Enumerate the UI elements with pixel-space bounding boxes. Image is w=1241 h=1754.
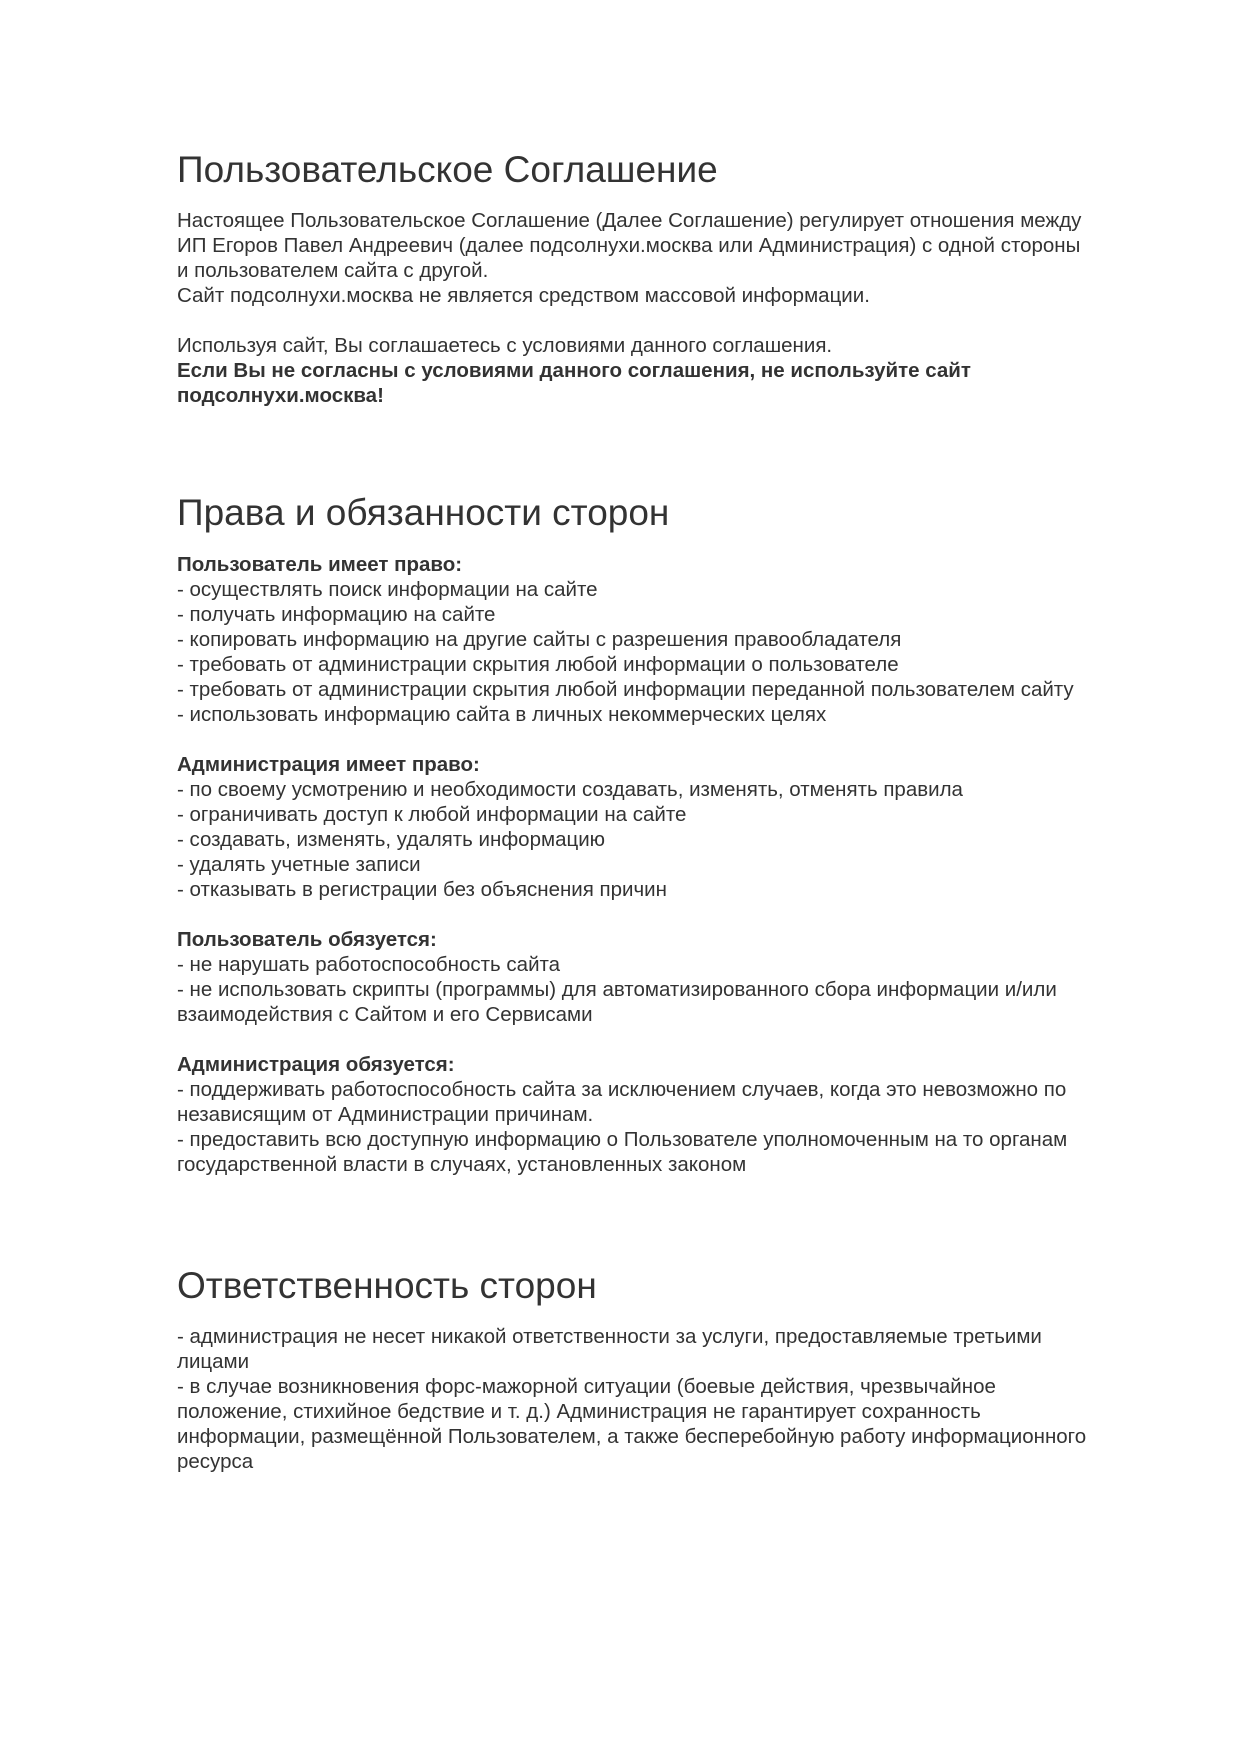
list-item: - в случае возникновения форс-мажорной ситуации (боевые действия, чрезвычайное bbox=[177, 1375, 996, 1398]
intro-line: Настоящее Пользовательское Соглашение (Далее Соглашение) регулирует отношения между bbox=[177, 209, 1082, 232]
admin-obligations-heading: Администрация обязуется: bbox=[177, 1053, 455, 1076]
list-item: - поддерживать работоспособность сайта за исключением случаев, когда это невозможно по bbox=[177, 1078, 1067, 1101]
warning-line: Если Вы не согласны с условиями данного соглашения, не используйте сайт bbox=[177, 359, 971, 382]
list-item: - отказывать в регистрации без объяснения причин bbox=[177, 878, 667, 901]
list-item: информации, размещённой Пользователем, а также бесперебойную работу информационного bbox=[177, 1425, 1087, 1448]
intro-line: и пользователем сайта с другой. bbox=[177, 259, 489, 282]
list-item: - удалять учетные записи bbox=[177, 853, 421, 876]
list-item: - не использовать скрипты (программы) для автоматизированного сбора информации и/или bbox=[177, 978, 1057, 1001]
rights-title: Права и обязанности сторон bbox=[177, 492, 670, 533]
admin-rights-list bbox=[177, 752, 1172, 902]
usage-line: Используя сайт, Вы соглашаетесь с условиями данного соглашения. bbox=[177, 334, 833, 357]
list-item: положение, стихийное бедствие и т. д.) Администрация не гарантирует сохранность bbox=[177, 1400, 981, 1423]
user-rights-list bbox=[177, 552, 1172, 727]
list-item: - требовать от администрации скрытия любой информации переданной пользователем сайту bbox=[177, 678, 1074, 701]
agreement-title: Пользовательское Соглашение bbox=[177, 149, 718, 190]
liability-title: Ответственность сторон bbox=[177, 1265, 597, 1306]
list-item: - не нарушать работоспособность сайта bbox=[177, 953, 561, 976]
warning-line: подсолнухи.москва! bbox=[177, 384, 384, 407]
intro-line: Сайт подсолнухи.москва не является средством массовой информации. bbox=[177, 284, 870, 307]
list-item: лицами bbox=[177, 1350, 250, 1373]
user-obligations-heading: Пользователь обязуется: bbox=[177, 928, 437, 951]
list-item: - использовать информацию сайта в личных некоммерческих целях bbox=[177, 703, 827, 726]
agreement-acceptance bbox=[177, 333, 1172, 408]
list-item: - предоставить всю доступную информацию о Пользователе уполномоченным на то органам bbox=[177, 1128, 1068, 1151]
user-obligations-list bbox=[177, 927, 1172, 1027]
list-item: государственной власти в случаях, установленных законом bbox=[177, 1153, 747, 1176]
user-rights-heading: Пользователь имеет право: bbox=[177, 553, 463, 576]
list-item: - получать информацию на сайте bbox=[177, 603, 496, 626]
list-item: - копировать информацию на другие сайты с разрешения правообладателя bbox=[177, 628, 902, 651]
liability-list bbox=[177, 1324, 1172, 1474]
intro-line: ИП Егоров Павел Андреевич (далее подсолнухи.москва или Администрация) с одной стороны bbox=[177, 234, 1081, 257]
list-item: - ограничивать доступ к любой информации на сайте bbox=[177, 803, 687, 826]
admin-obligations-list bbox=[177, 1052, 1172, 1177]
list-item: - требовать от администрации скрытия любой информации о пользователе bbox=[177, 653, 899, 676]
admin-rights-heading: Администрация имеет право: bbox=[177, 753, 480, 776]
list-item: - администрация не несет никакой ответственности за услуги, предоставляемые третьими bbox=[177, 1325, 1042, 1348]
list-item: - осуществлять поиск информации на сайте bbox=[177, 578, 598, 601]
list-item: независящим от Администрации причинам. bbox=[177, 1103, 594, 1126]
agreement-intro bbox=[177, 208, 1172, 308]
list-item: ресурса bbox=[177, 1450, 254, 1473]
list-item: - по своему усмотрению и необходимости создавать, изменять, отменять правила bbox=[177, 778, 963, 801]
list-item: - создавать, изменять, удалять информацию bbox=[177, 828, 606, 851]
list-item: взаимодействия с Сайтом и его Сервисами bbox=[177, 1003, 593, 1026]
